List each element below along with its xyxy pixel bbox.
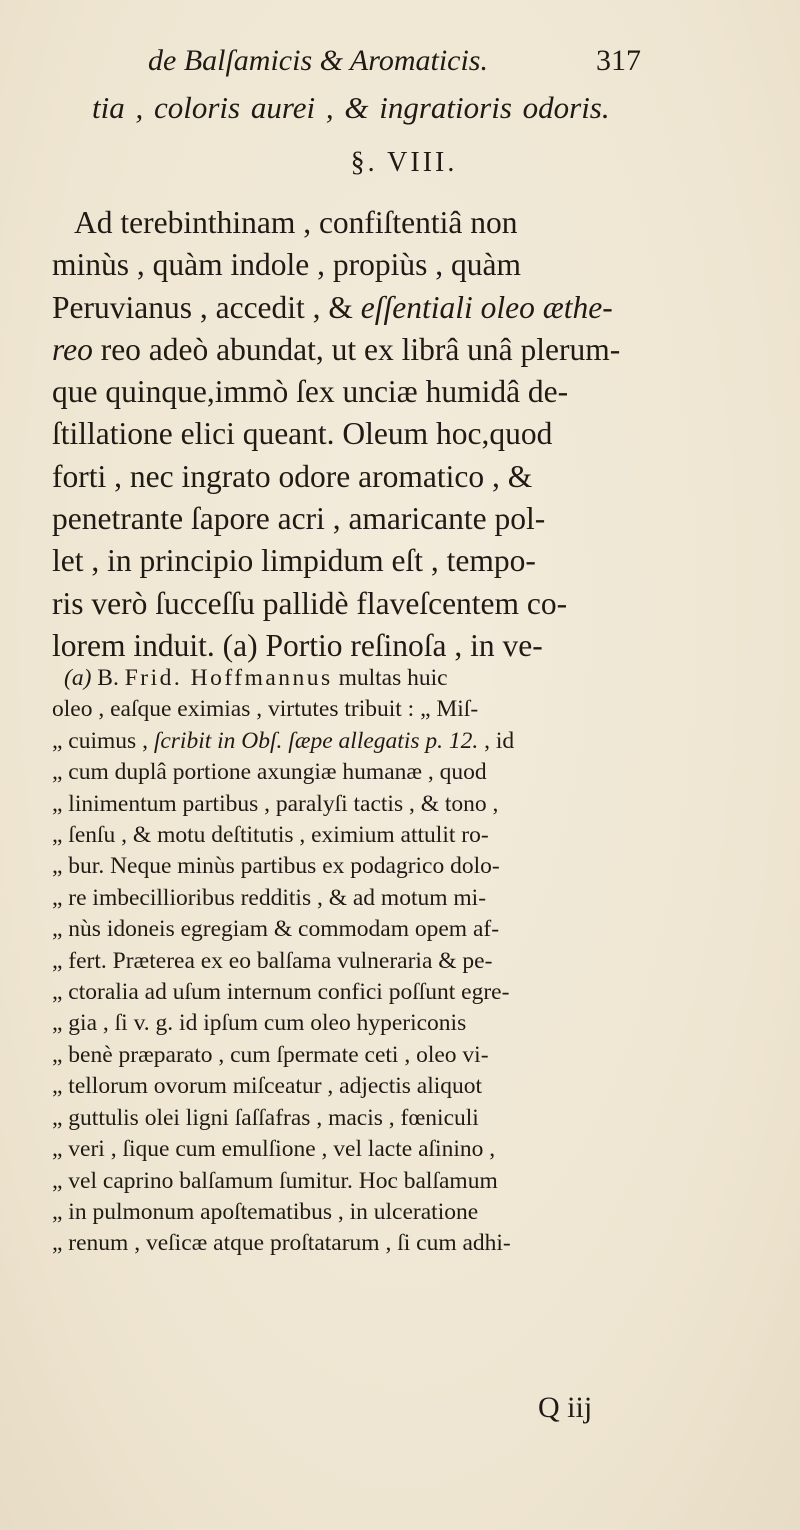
- body-line: ſtillatione elici queant. Oleum hoc,quod: [52, 416, 553, 452]
- footnote-author-prefix: B.: [91, 665, 125, 691]
- carryover-line: tia , coloris aurei , & ingratioris odoris.: [92, 90, 610, 125]
- body-line: [52, 329, 772, 371]
- body-line: Ad terebinthinam , confiſtentiâ non: [74, 205, 518, 240]
- footnote-line: oleo , eaſque eximias , virtutes tribuit : „ Miſ-: [52, 696, 479, 723]
- footnote-line: [52, 663, 782, 694]
- footnote-line: „ cum duplâ portione axungiæ humanæ , quod: [52, 759, 487, 786]
- body-line: lorem induit. (a) Portio reſinoſa , in ve-: [52, 627, 543, 663]
- footnote-line: „ re imbecillioribus redditis , & ad motum mi-: [52, 884, 487, 911]
- signature-mark: Q iij: [538, 1391, 593, 1424]
- body-line: ris verò ſucceſſu pallidè flaveſcentem co-: [52, 585, 568, 621]
- body-line: [52, 287, 772, 329]
- body-line: penetrante ſapore acri , amaricante pol-: [52, 501, 546, 537]
- footnote-line: „ linimentum partibus , paralyſi tactis , & tono ,: [52, 790, 499, 817]
- footnote-line-text: „ cuimus ,: [52, 727, 154, 754]
- body-line-text: Peruvianus , accedit , &: [52, 289, 361, 325]
- footnote-line: „ veri , ſique cum emulſione , vel lacte aſinino ,: [52, 1136, 496, 1163]
- italic-term: reo: [52, 331, 93, 367]
- footnote-line: „ benè præparato , cum ſpermate ceti , oleo vi-: [52, 1041, 489, 1068]
- body-line: que quinque,immò ſex unciæ humidâ de-: [52, 374, 569, 410]
- body-line: forti , nec ingrato odore aromatico , &: [52, 458, 533, 494]
- footnote-line: „ vel caprino balſamum ſumitur. Hoc balſamum: [52, 1167, 498, 1194]
- footnote-line-text: , id: [478, 727, 515, 754]
- footnote: [52, 663, 782, 1260]
- footnote-line-text: multas huic: [332, 665, 448, 691]
- footnote-author: Frid. Hoffmannus: [124, 665, 333, 691]
- running-header: [148, 44, 688, 78]
- body-line: let , in principio limpidum eſt , tempo-: [52, 543, 536, 579]
- body-line-text: reo adeò abundat, ut ex librâ unâ plerum-: [100, 331, 621, 367]
- footnote-citation: ſcribit in Obſ. ſæpe allegatis p. 12.: [153, 727, 479, 754]
- italic-term: eſſentiali oleo æthe-: [360, 289, 613, 325]
- section-heading: §. VIII.: [350, 147, 458, 178]
- footnote-line: „ tellorum ovorum miſceatur , adjectis aliquot: [52, 1073, 483, 1100]
- running-title: de Balſamicis & Aromaticis.: [148, 44, 488, 77]
- page-number: 317: [596, 44, 641, 77]
- footnote-line: „ gia , ſi v. g. id ipſum cum oleo hypericonis: [52, 1010, 467, 1037]
- body-line: minùs , quàm indole , propiùs , quàm: [52, 247, 521, 283]
- footnote-line: [52, 726, 782, 757]
- footnote-line: „ ctoralia ad uſum internum confici poſſunt egre-: [52, 979, 510, 1006]
- footnote-line: „ nùs idoneis egregiam & commodam opem af-: [52, 916, 500, 943]
- footnote-line: „ fert. Præterea ex eo balſama vulneraria & pe-: [52, 947, 493, 974]
- footnote-line: „ renum , veſicæ atque proſtatarum , ſi cum adhi-: [52, 1230, 511, 1257]
- main-paragraph: [52, 202, 772, 667]
- footnote-line: „ in pulmonum apoſtematibus , in ulceratione: [52, 1198, 479, 1225]
- footnote-line: „ ſenſu , & motu deſtitutis , eximium attulit ro-: [52, 822, 489, 849]
- footnote-marker: (a): [64, 665, 92, 691]
- footnote-line: „ guttulis olei ligni ſaſſafras , macis , fœniculi: [52, 1104, 479, 1131]
- footnote-line: „ bur. Neque minùs partibus ex podagrico dolo-: [52, 853, 500, 880]
